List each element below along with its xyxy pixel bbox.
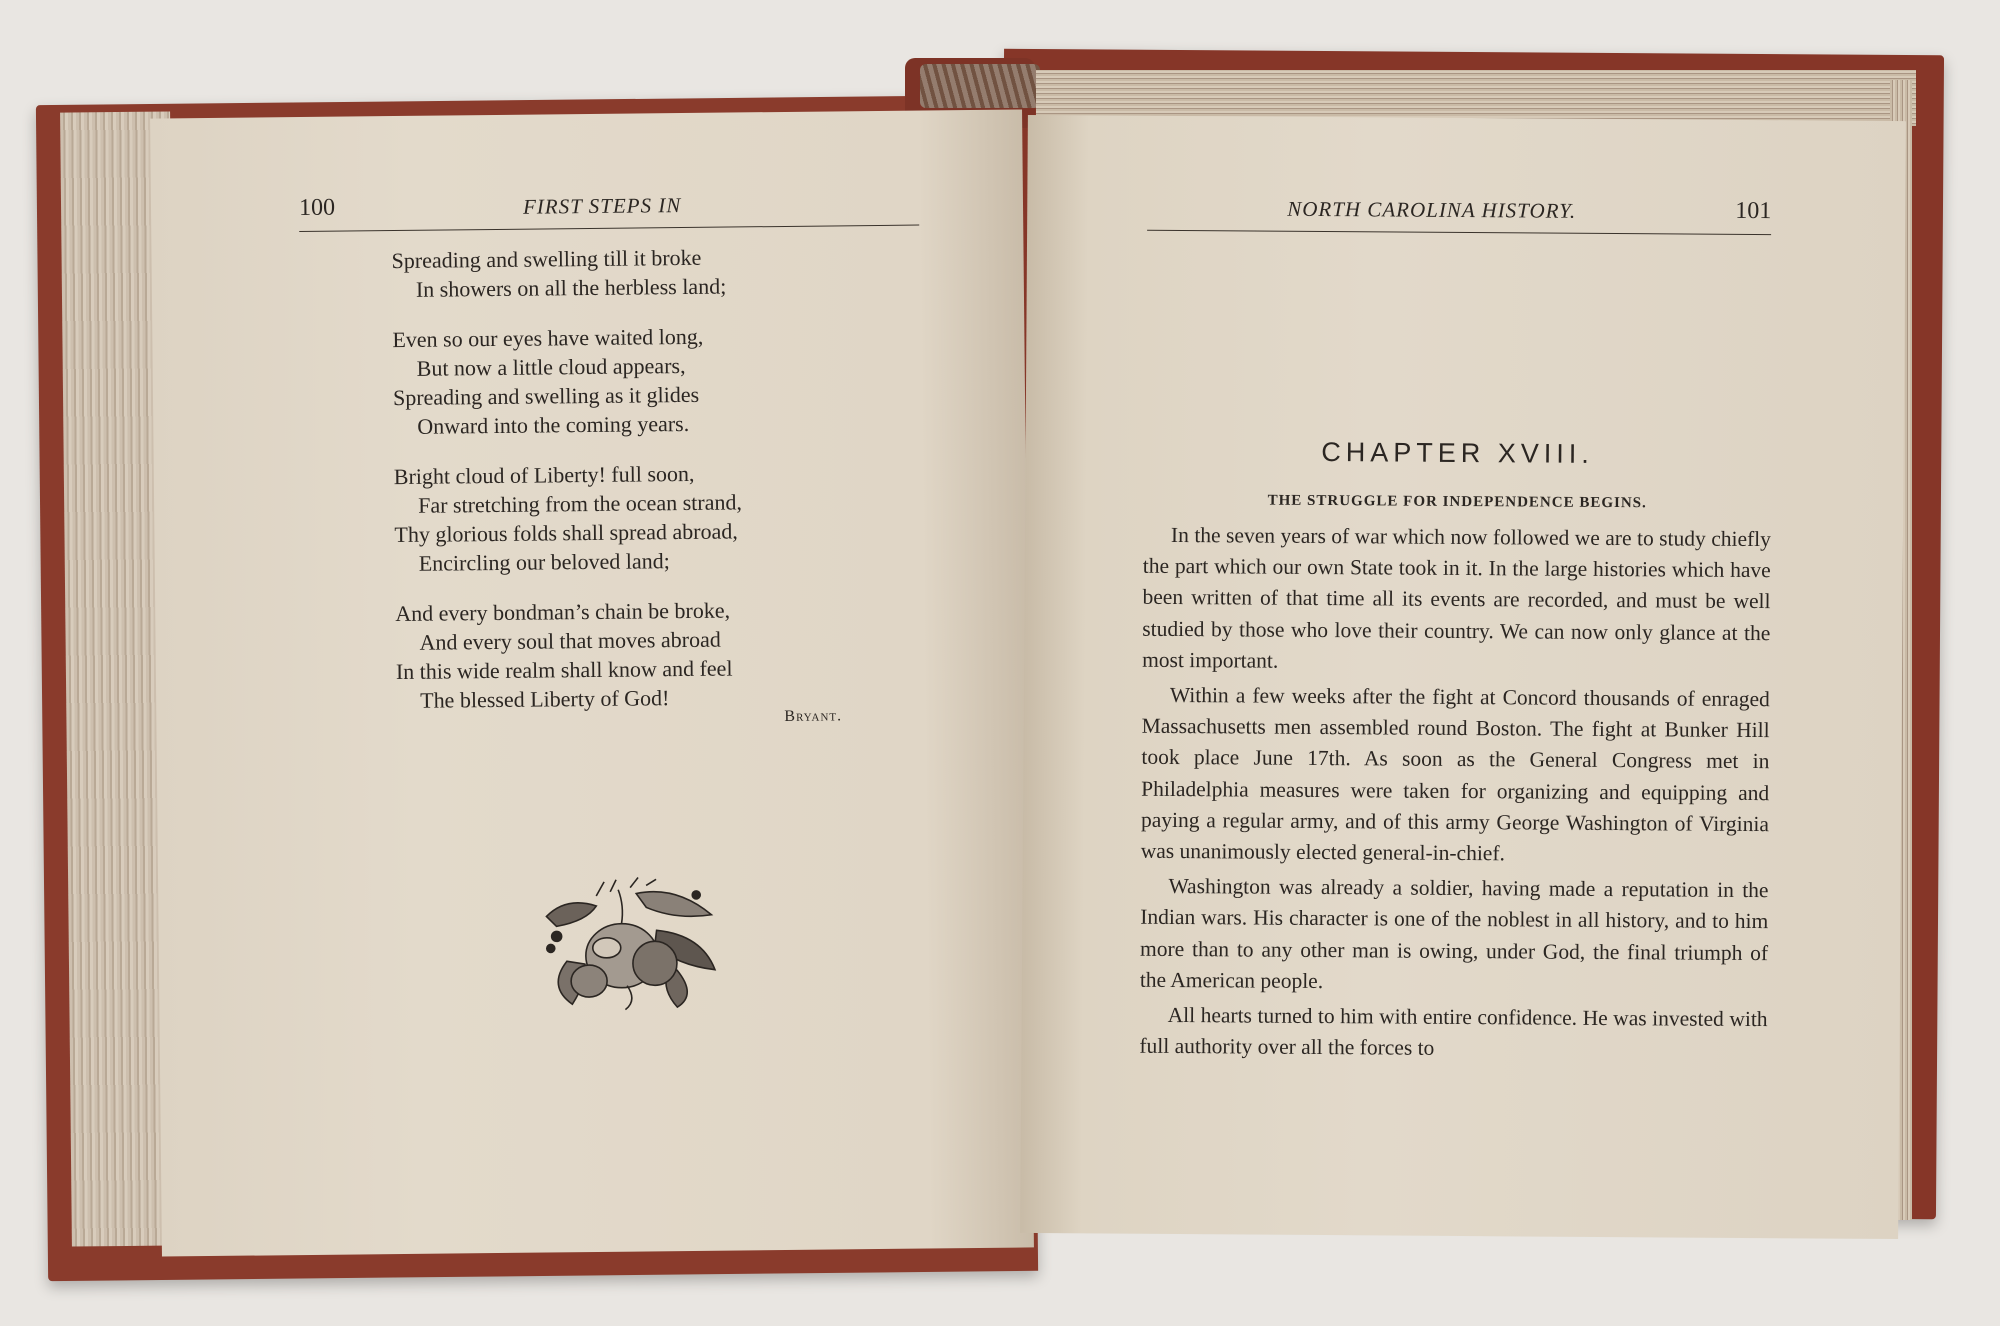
body-paragraph: All hearts turned to him with entire confidence. He was invested with full authority over all the forces to (1139, 1002, 1768, 1061)
page-number: 100 (298, 194, 336, 222)
poem-line: Even so our eyes have waited long, (392, 323, 704, 353)
body-paragraph: In the seven years of war which now followed we are to study chiefly the part which our own State took in it. In the large histories which have been written of that time all its events are recorded, and must be well studied by those who love their country. We can now only glance at the most important. (1142, 522, 1772, 673)
body-paragraph: Washington was already a soldier, having made a reputation in the Indian wars. His character is one of the noblest in all history, and to him more than to any other man is owing, under God, the final triumph of the American people. (1139, 874, 1769, 993)
poem-line: Bright cloud of Liberty! full soon, (393, 460, 695, 490)
poem-stanza (394, 457, 915, 578)
running-title: NORTH CAROLINA HISTORY. (1287, 196, 1577, 223)
poem-line: In showers on all the herbless land; (415, 273, 727, 302)
poem-line: And every bondman’s chain be broke, (395, 597, 731, 627)
left-page (150, 109, 1034, 1256)
binding-stitching (920, 64, 1040, 108)
body-paragraph: Within a few weeks after the fight at Concord thousands of enraged Massachusetts men assembled round Boston. The fight at Bunker Hill took place June 17th. As soon as the General Congress met in Philadelphia measures were taken for organizing and equipping and paying a regular army, and of this army George Washington of Virginia was unanimously elected general-in-chief. (1140, 682, 1770, 866)
poem-line: And every soul that moves abroad (419, 626, 721, 655)
poem-line: But now a little cloud appears, (416, 353, 686, 381)
poem-line: Encircling our beloved land; (418, 548, 670, 576)
chapter-heading: CHAPTER XVIII. (1321, 437, 1594, 469)
running-head-right (1147, 194, 1771, 235)
running-head-left (299, 189, 919, 232)
poem-stanza (395, 594, 916, 715)
poem-line: Spreading and swelling as it glides (392, 381, 700, 411)
poem-line: The blessed Liberty of God! (420, 685, 670, 713)
poem-stanza (391, 241, 912, 304)
poem-stanza (392, 320, 913, 441)
poem-line: Onward into the coming years. (417, 410, 690, 439)
poem-line: Far stretching from the ocean strand, (417, 489, 743, 518)
chapter-body (1139, 520, 1771, 1071)
poem (391, 241, 916, 736)
poem-attribution: Bryant. (784, 707, 843, 725)
poem-line: Thy glorious folds shall spread abroad, (394, 518, 738, 548)
right-page (1020, 115, 1906, 1239)
page-number: 101 (1735, 197, 1772, 225)
poem-line: In this wide realm shall know and feel (395, 655, 733, 685)
fruit-ornament-icon (526, 875, 727, 1015)
poem-line: Spreading and swelling till it broke (391, 244, 702, 274)
chapter-subtitle: THE STRUGGLE FOR INDEPENDENCE BEGINS. (1267, 492, 1647, 512)
running-title: FIRST STEPS IN (522, 193, 682, 219)
